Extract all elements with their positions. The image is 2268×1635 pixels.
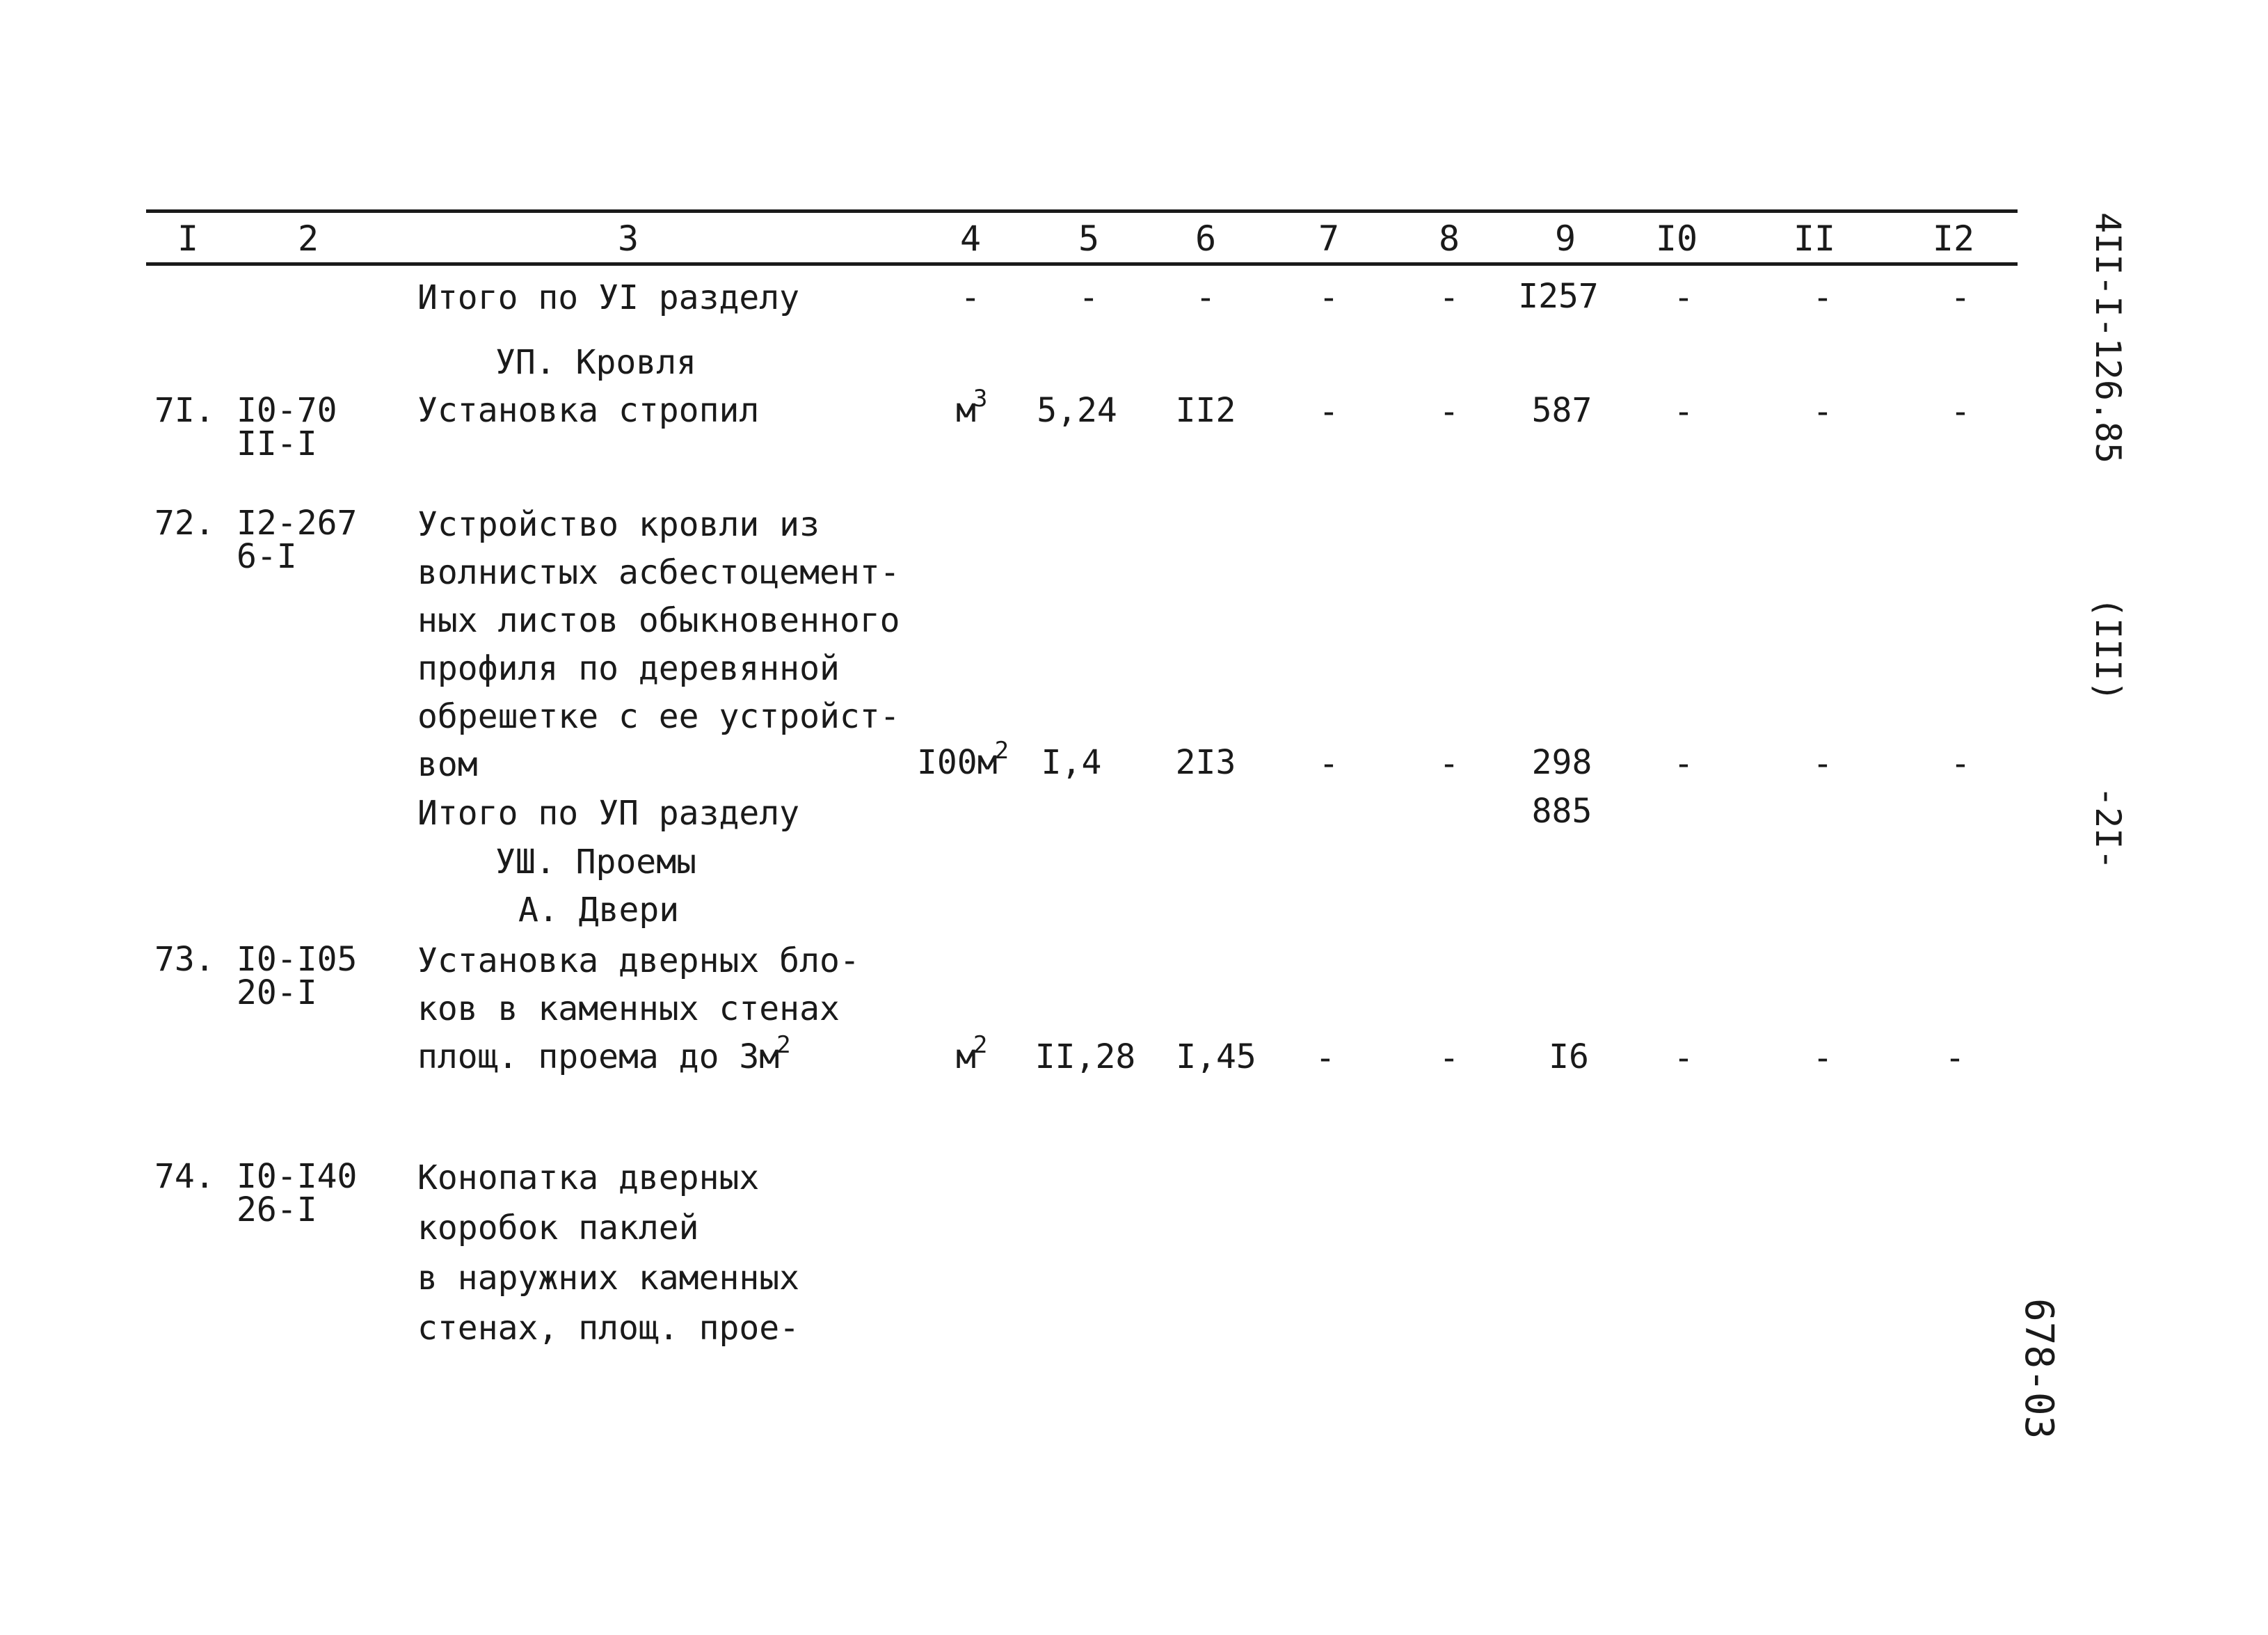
unit: [917, 737, 1009, 782]
row-name-line-6: вом: [417, 745, 478, 784]
cell-col-5: II,28: [1035, 1037, 1136, 1076]
cell-col-9: I6: [1549, 1037, 1589, 1076]
page-number: -2I-: [2088, 786, 2128, 870]
cell-col-12: -: [1950, 278, 1971, 317]
row-number: 73.: [154, 940, 215, 979]
cell-col-6: I,45: [1176, 1037, 1256, 1076]
cell-col-9: 587: [1531, 391, 1592, 430]
row-name: Итого по УП разделу: [417, 794, 800, 833]
cell-col-8: -: [1439, 744, 1460, 783]
cell-col-10: -: [1673, 744, 1694, 783]
unit-exponent: 2: [994, 737, 1009, 765]
cell-col-7: -: [1318, 278, 1339, 317]
cell-col-7: -: [1315, 1039, 1336, 1078]
cell-col-11: -: [1812, 278, 1833, 317]
cell-col-7: -: [1318, 744, 1339, 783]
row-name-line-5: обрешетке с ее устройст-: [417, 697, 900, 736]
row-name-line-1: Устройство кровли из: [417, 505, 820, 544]
cell-col-6: -: [1195, 278, 1216, 317]
unit-exponent: 3: [973, 385, 988, 413]
cell-col-9: 885: [1531, 792, 1592, 831]
col-header-7: 7: [1318, 218, 1340, 259]
col-header-10: I0: [1655, 218, 1698, 259]
row-name-line-4: стенах, площ. прое-: [417, 1309, 800, 1348]
cell-col-11: -: [1812, 1039, 1833, 1078]
norm-code-sub: 26-I: [237, 1190, 317, 1229]
row-name-line-3-text: площ. проема до 3м: [417, 1037, 780, 1076]
col-header-8: 8: [1438, 218, 1460, 259]
document-code: 4II-I-126.85: [2088, 212, 2128, 464]
cell-col-11: -: [1812, 392, 1833, 431]
cell-col-10: -: [1673, 278, 1694, 317]
row-name: Установка стропил: [417, 391, 760, 430]
col-header-5: 5: [1078, 218, 1100, 259]
section-title-7: УП. Кровля: [495, 343, 696, 382]
cell-col-6: 2I3: [1175, 743, 1236, 782]
row-name-line-3: в наружних каменных: [417, 1259, 800, 1298]
cell-col-5: I,4: [1041, 743, 1102, 782]
row-name-line-1: Конопатка дверных: [417, 1158, 760, 1197]
archive-code: 678-03: [2016, 1298, 2061, 1439]
col-header-3: 3: [617, 218, 639, 259]
cell-col-5: -: [1078, 278, 1099, 317]
cell-col-10: -: [1673, 1039, 1694, 1078]
row-name-line-2: коробок паклей: [417, 1209, 699, 1247]
row-name-line-4: профиля по деревянной: [417, 649, 840, 688]
row-name-exponent: 2: [776, 1031, 791, 1059]
norm-code-sub: II-I: [237, 424, 317, 463]
cell-col-12: -: [1950, 392, 1971, 431]
col-header-9: 9: [1554, 218, 1576, 259]
unit: [956, 385, 988, 430]
unit: [956, 1031, 988, 1076]
unit-base: I00м: [917, 743, 998, 782]
col-header-1: I: [177, 218, 199, 259]
cell-col-11: -: [1812, 744, 1833, 783]
row-number: 7I.: [154, 391, 215, 430]
cell-col-7: -: [1318, 392, 1339, 431]
row-name-line-3: [417, 1031, 791, 1076]
row-number: 74.: [154, 1157, 215, 1196]
norm-code: I0-I05: [237, 940, 358, 979]
col-header-11: II: [1793, 218, 1836, 259]
unit-base: м: [956, 1037, 976, 1076]
row-name-line-2: волнистых асбестоцемент-: [417, 553, 900, 592]
cell-col-10: -: [1673, 392, 1694, 431]
norm-code: I0-I40: [237, 1157, 358, 1196]
document-part: (III): [2088, 597, 2128, 702]
col-header-6: 6: [1195, 218, 1217, 259]
section-title-8: УШ. Проемы: [495, 843, 696, 882]
row-name-line-1: Установка дверных бло-: [417, 941, 860, 980]
cell-col-9: 298: [1531, 743, 1592, 782]
row-name-line-2: ков в каменных стенах: [417, 989, 840, 1028]
row-name-line-3: ных листов обыкновенного: [417, 601, 900, 640]
header-top-rule: [146, 209, 2018, 213]
subsection-title-doors: А. Двери: [518, 891, 680, 930]
cell-col-4: -: [960, 278, 981, 317]
cell-col-6: II2: [1175, 391, 1236, 430]
col-header-2: 2: [297, 218, 319, 259]
norm-code: I2-267: [237, 504, 358, 543]
col-header-4: 4: [959, 218, 982, 259]
col-header-12: I2: [1932, 218, 1975, 259]
norm-code-sub: 6-I: [237, 537, 297, 576]
cell-col-8: -: [1439, 1039, 1460, 1078]
header-bottom-rule: [146, 262, 2018, 266]
cell-col-8: -: [1439, 278, 1460, 317]
row-number: 72.: [154, 504, 215, 543]
row-name: Итого по УI разделу: [417, 278, 800, 317]
unit-exponent: 2: [973, 1031, 988, 1059]
norm-code-sub: 20-I: [237, 973, 317, 1012]
unit-base: м: [956, 391, 976, 430]
norm-code: I0-70: [237, 391, 337, 430]
cell-col-5: 5,24: [1037, 391, 1117, 430]
cell-col-8: -: [1439, 392, 1460, 431]
cell-col-12: -: [1944, 1039, 1965, 1078]
cell-col-12: -: [1950, 744, 1971, 783]
cell-col-9: I257: [1518, 277, 1599, 316]
